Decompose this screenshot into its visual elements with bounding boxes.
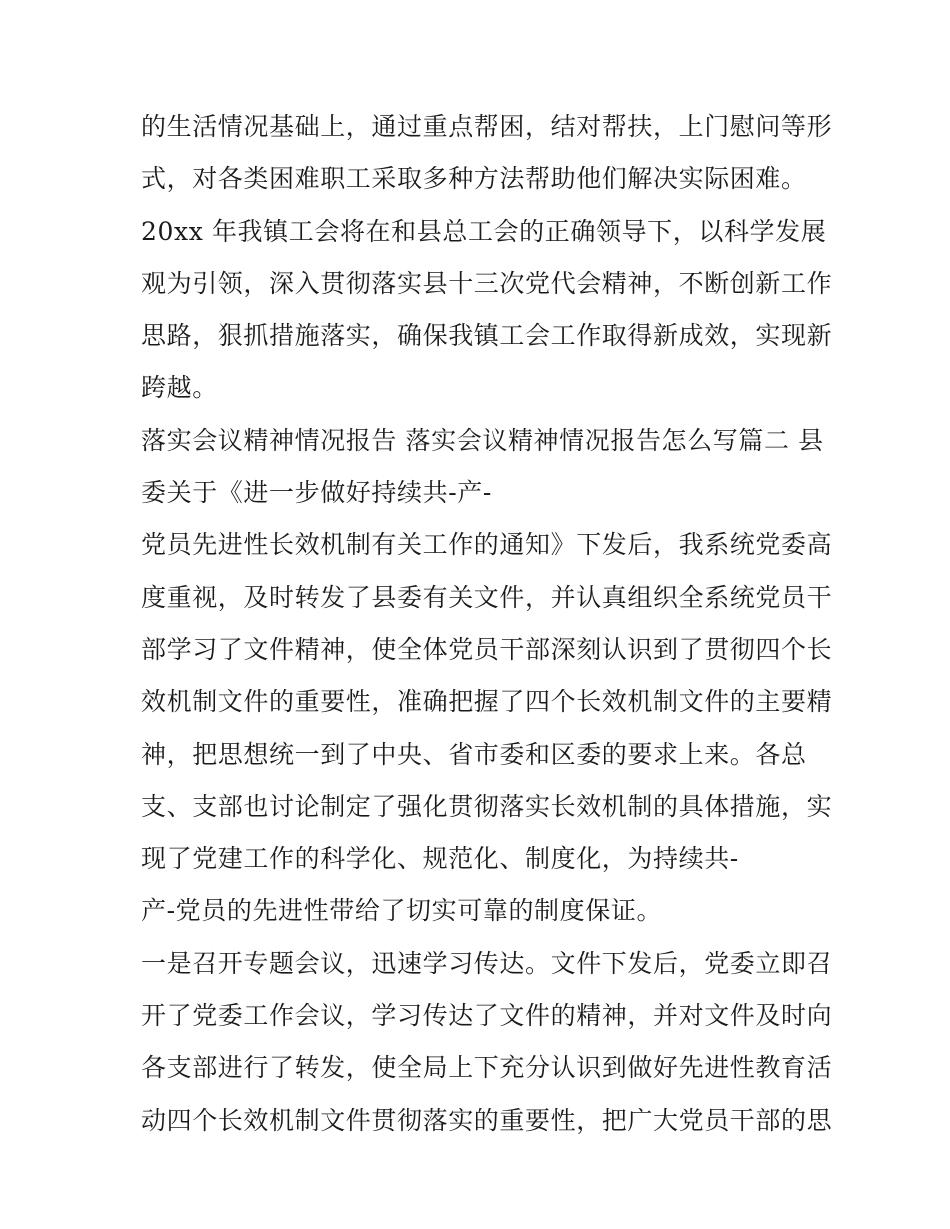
text-line: 效机制文件的重要性，准确把握了四个长效机制文件的主要精: [141, 687, 833, 717]
text-line: 党员先进性长效机制有关工作的通知》下发后，我系统党委高: [141, 530, 833, 560]
text-line: 开了党委工作会议，学习传达了文件的精神，并对文件及时向: [141, 1001, 833, 1031]
text-line: 思路，狠抓措施落实，确保我镇工会工作取得新成效，实现新: [141, 321, 833, 351]
text-line: 一是召开专题会议，迅速学习传达。文件下发后，党委立即召: [141, 948, 833, 978]
text-line: 观为引领，深入贯彻落实县十三次党代会精神，不断创新工作: [141, 268, 833, 298]
text-line: 各支部进行了转发，使全局上下充分认识到做好先进性教育活: [141, 1053, 833, 1083]
text-line: 委关于《进一步做好持续共-产-: [141, 478, 492, 508]
text-line: 度重视，及时转发了县委有关文件，并认真组织全系统党员干: [141, 582, 833, 612]
text-line: 20xx 年我镇工会将在和县总工会的正确领导下，以科学发展: [141, 216, 827, 246]
text-line: 式，对各类困难职工采取多种方法帮助他们解决实际困难。: [141, 164, 807, 194]
section-heading-line: 落实会议精神情况报告 落实会议精神情况报告怎么写篇二 县: [141, 425, 824, 455]
text-line: 神，把思想统一到了中央、省市委和区委的要求上来。各总: [141, 739, 807, 769]
text-line: 部学习了文件精神，使全体党员干部深刻认识到了贯彻四个长: [141, 634, 833, 664]
text-line: 动四个长效机制文件贯彻落实的重要性，把广大党员干部的思: [141, 1105, 833, 1135]
text-line: 现了党建工作的科学化、规范化、制度化，为持续共-: [141, 844, 739, 874]
text-line: 产-党员的先进性带给了切实可靠的制度保证。: [141, 896, 663, 926]
text-line: 跨越。: [141, 373, 218, 403]
text-line: 支、支部也讨论制定了强化贯彻落实长效机制的具体措施，实: [141, 791, 833, 821]
document-body: [141, 101, 833, 1147]
text-line: 的生活情况基础上，通过重点帮困，结对帮扶，上门慰问等形: [141, 112, 833, 141]
